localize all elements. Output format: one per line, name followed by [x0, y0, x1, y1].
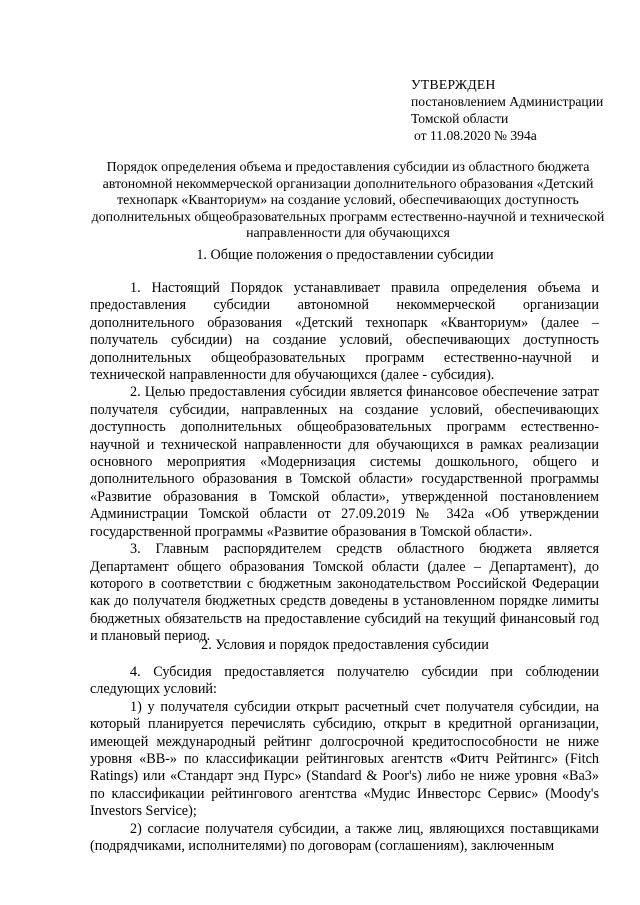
- document-title: Порядок определения объема и предоставления субсидии из областного бюджета автономной некоммерческой организации дополнительного образования «Детский технопарк «Кванториум» на создание условий, обеспечивающих доступность дополнительных общеобразовательных программ естественно-научной и технической направленности для обучающихся: [91, 160, 605, 242]
- section-heading: 1. Общие положения о предоставлении субсидии: [196, 247, 494, 263]
- approval-line: Томской области: [411, 111, 509, 126]
- paragraph: 1. Настоящий Порядок устанавливает правила определения объема и предоставления субсидии автономной некоммерческой организации дополнительного образования «Детский технопарк «Кванториум» (далее – получатель субсидии) на создание условий, обеспечивающих доступность дополнительных общеобразовательных программ естественно-научной и технической направленности для обучающихся (далее - субсидия).: [90, 280, 599, 384]
- section-heading: 2. Условия и порядок предоставления субсидии: [201, 637, 489, 653]
- paragraph: 2) согласие получателя субсидии, а также лиц, являющихся поставщиками (подрядчиками, исполнителями) по договорам (соглашениям), заключенным: [90, 820, 599, 855]
- approval-line: постановлением Администрации: [411, 94, 604, 109]
- paragraph: 4. Субсидия предоставляется получателю субсидии при соблюдении следующих условий:: [90, 664, 599, 698]
- approval-stamp: [411, 76, 631, 144]
- paragraph: 1) у получателя субсидии открыт расчетный счет получателя субсидии, на который планируется перечислять субсидию, открыт в кредитной организации, имеющей международный рейтинг долгосрочной кредитоспособности не ниже уровня «BB-» по классификации рейтинговых агентств «Фитч Рейтингс» (Fitch Ratings) или «Стандарт энд Пурс» (Standard & Poor's) либо не ниже уровня «Ba3» по классификации рейтингового агентства «Мудис Инвесторс Сервис» (Moody's Investors Service);: [90, 698, 599, 820]
- approval-heading: УТВЕРЖДЕН: [411, 77, 496, 92]
- paragraph: 3. Главным распорядителем средств областного бюджета является Департамент общего образования Томской области (далее – Департамент), до которого в соответствии с бюджетным законодательством Российской Федерации как до получателя бюджетных средств доведены в установленном порядке лимиты бюджетных обязательств на предоставление субсидий на текущий финансовый год и плановый период.: [90, 541, 599, 645]
- section-body: [90, 664, 599, 855]
- approval-date: от 11.08.2020 № 394а: [414, 128, 537, 143]
- paragraph: 2. Целью предоставления субсидии является финансовое обеспечение затрат получателя субсидии, направленных на создание условий, обеспечивающих доступность дополнительных общеобразовательных программ естественно-научной и технической направленности для обучающихся в рамках реализации основного мероприятия «Модернизация системы дошкольного, общего и дополнительного образования в Томской области» государственной программы «Развитие образования в Томской области», утвержденной постановлением Администрации Томской области от 27.09.2019 № 342а «Об утверждении государственной программы «Развитие образования в Томской области».: [90, 384, 599, 540]
- section-body: [90, 280, 599, 646]
